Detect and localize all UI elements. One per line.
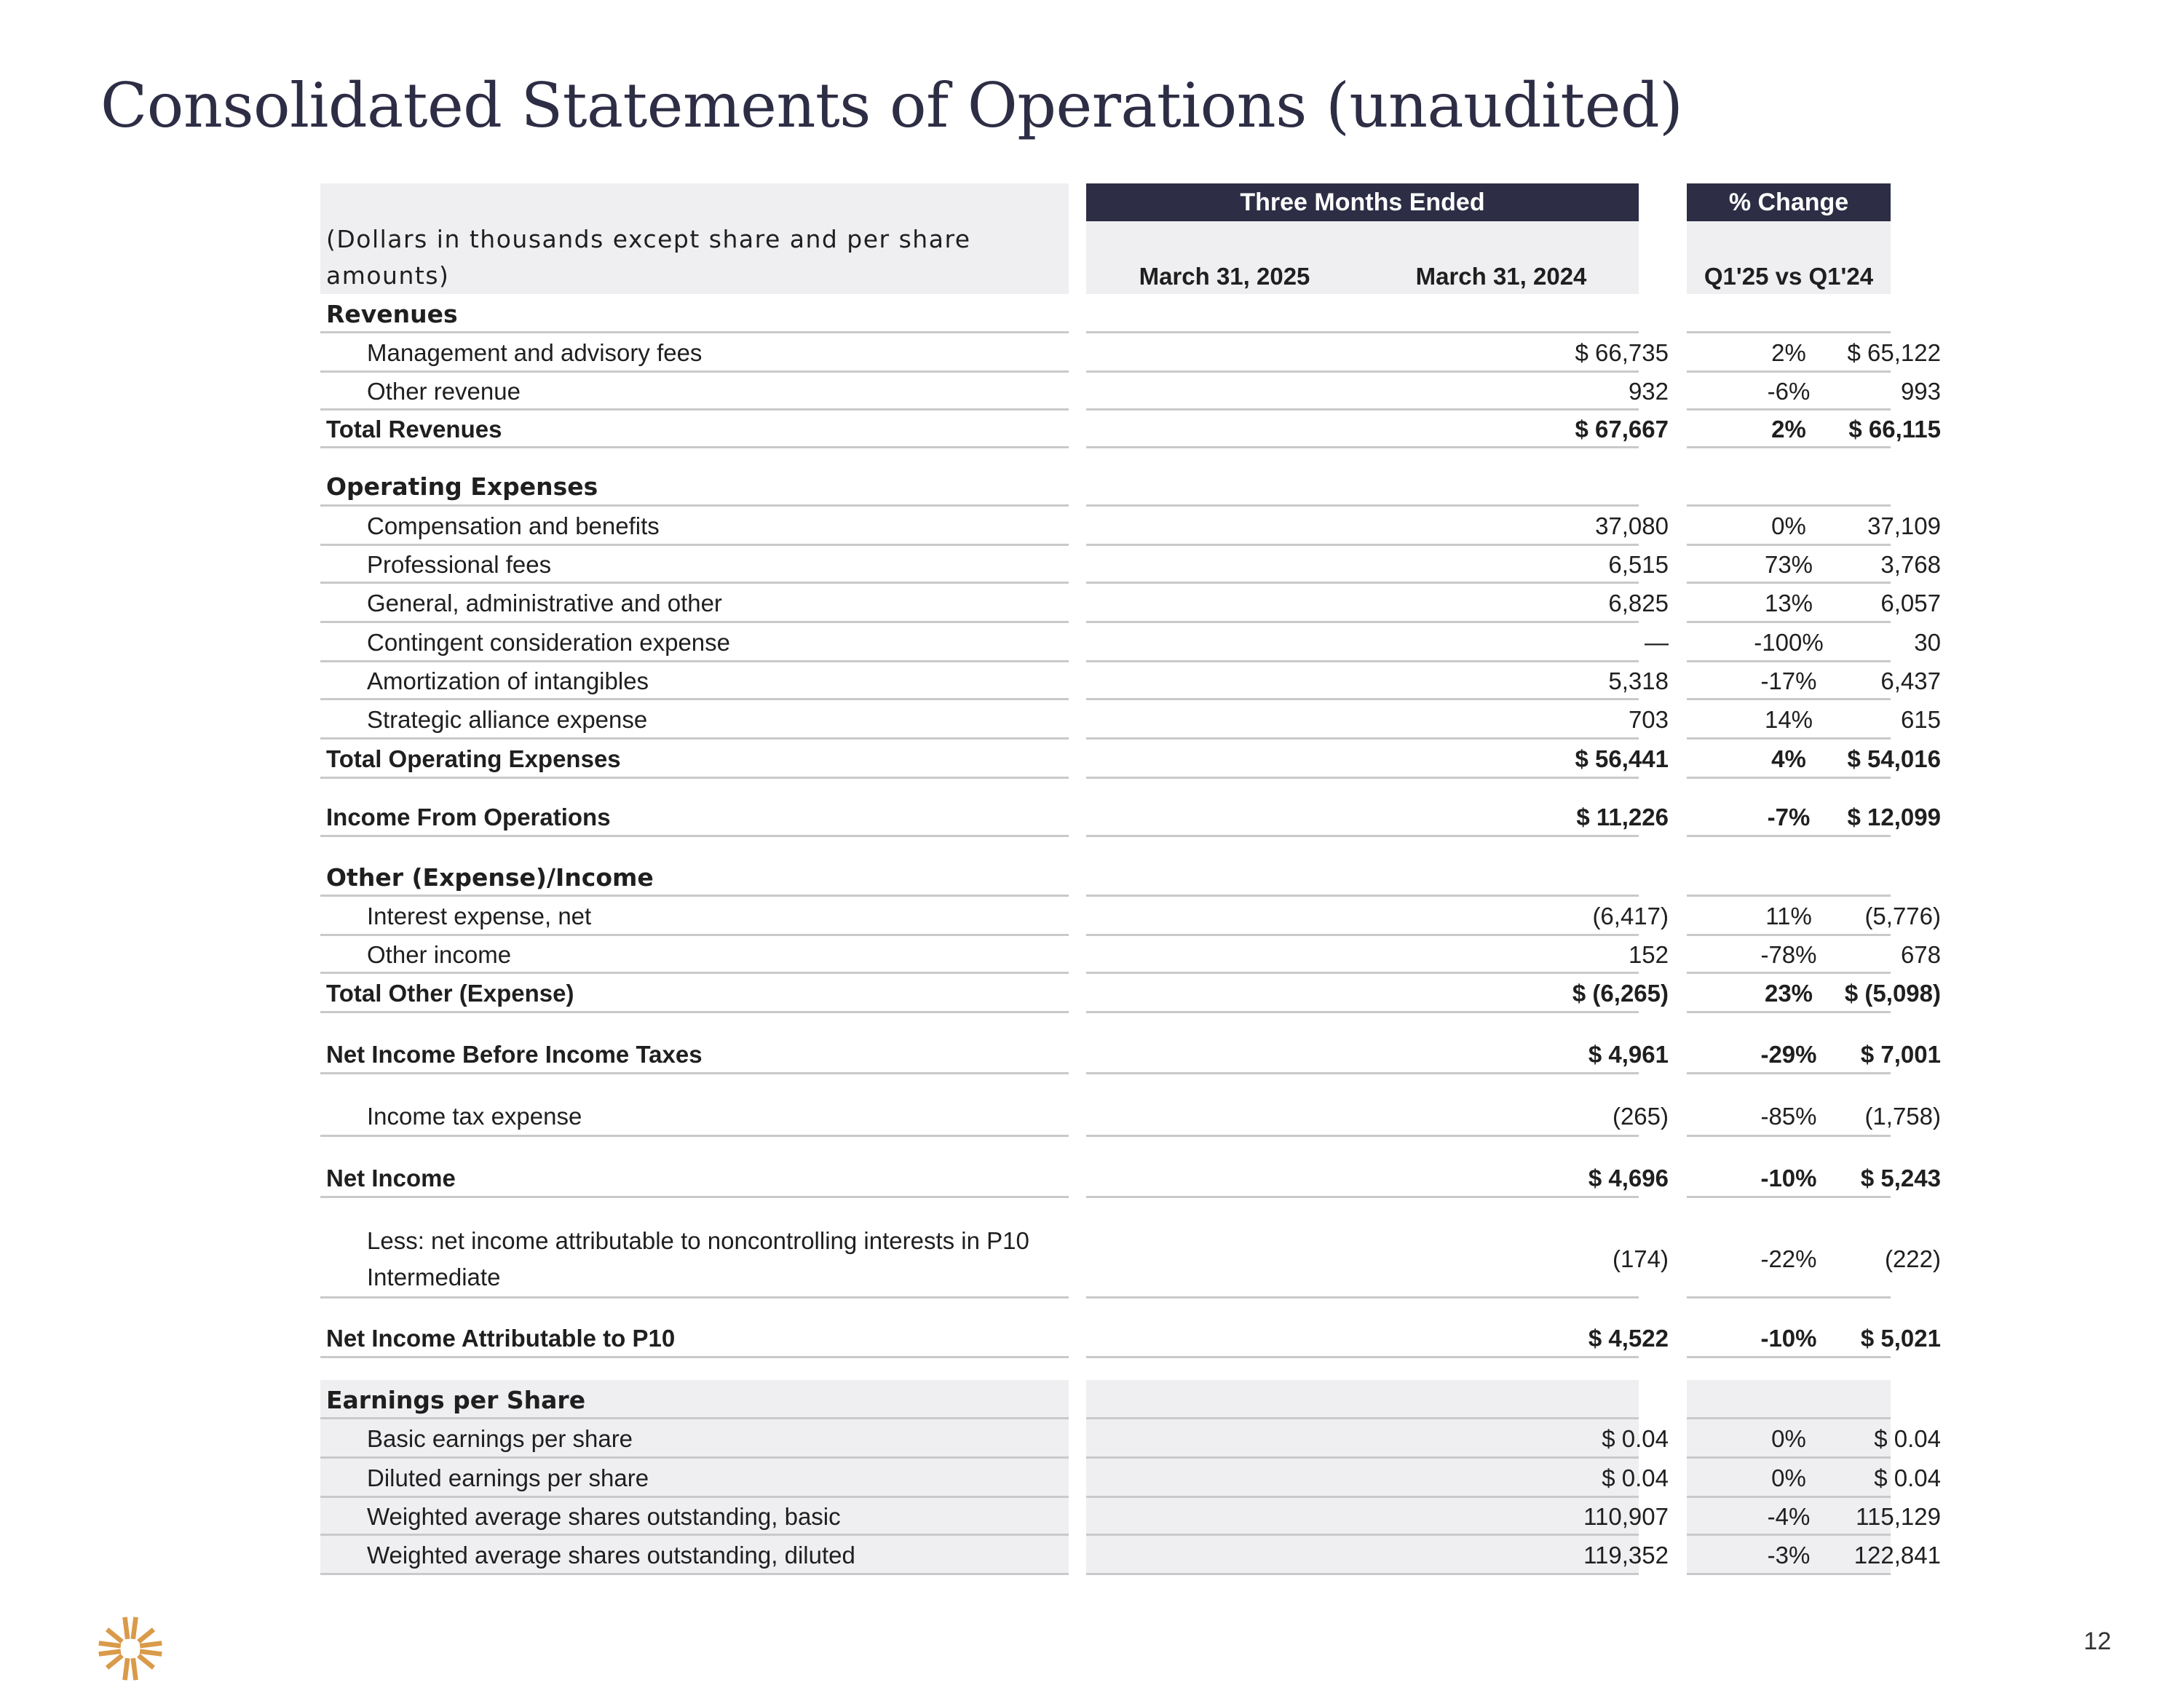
percent-change: -7% <box>1767 804 1811 830</box>
table-row <box>320 662 1941 700</box>
value-march-2025: 932 <box>1628 378 1669 405</box>
value-march-2024: (222) <box>1884 1245 1941 1272</box>
value-march-2025: 37,080 <box>1595 512 1669 539</box>
row-label: Net Income Attributable to P10 <box>326 1325 676 1352</box>
row-label: Contingent consideration expense <box>367 629 731 656</box>
value-march-2025: $ 66,735 <box>1575 339 1669 366</box>
row-label: Revenues <box>326 299 458 328</box>
table-row <box>320 1220 1941 1299</box>
value-march-2024: 615 <box>1900 706 1941 733</box>
value-march-2025: 110,907 <box>1583 1503 1669 1530</box>
value-march-2025: $ 11,226 <box>1576 804 1669 830</box>
percent-change: 73% <box>1764 551 1813 578</box>
table-row <box>320 294 1891 333</box>
table-row <box>320 466 1891 507</box>
row-label: Less: net income attributable to noncontrolling interests in P10 Intermediate <box>367 1227 1029 1290</box>
value-march-2024: 30 <box>1914 629 1941 656</box>
percent-change: -10% <box>1760 1325 1817 1352</box>
value-march-2024: $ 66,115 <box>1848 416 1941 443</box>
table-row <box>320 1319 1941 1358</box>
row-label: Net Income Before Income Taxes <box>326 1041 703 1068</box>
table-row <box>320 798 1941 837</box>
percent-change: -4% <box>1767 1503 1811 1530</box>
percent-change: 2% <box>1771 416 1806 443</box>
value-march-2024: 3,768 <box>1880 551 1941 578</box>
value-march-2024: 6,437 <box>1880 667 1941 694</box>
percent-change: -3% <box>1767 1542 1811 1569</box>
row-label: Compensation and benefits <box>367 512 660 539</box>
sunburst-logo-icon <box>96 1614 165 1683</box>
table-row <box>320 740 1941 779</box>
value-march-2024: $ 54,016 <box>1847 745 1941 772</box>
row-label: Earnings per Share <box>326 1385 586 1414</box>
row-label: Total Revenues <box>326 416 502 443</box>
table-row <box>320 507 1941 546</box>
row-label: Interest expense, net <box>367 903 592 929</box>
table-row <box>320 700 1941 740</box>
table-row <box>320 1096 1941 1137</box>
row-label: Income From Operations <box>326 804 611 830</box>
value-march-2025: $ 56,441 <box>1575 745 1669 772</box>
value-march-2025: (6,417) <box>1592 903 1669 929</box>
percent-change <box>1687 466 1891 507</box>
table-row <box>320 1498 1941 1536</box>
row-label: Professional fees <box>367 551 552 578</box>
value-march-2024: $ 5,021 <box>1860 1325 1941 1352</box>
table-row <box>320 333 1941 373</box>
percent-change: 0% <box>1771 1425 1806 1452</box>
header-col-march-2025: March 31, 2025 <box>1139 263 1310 290</box>
value-march-2024: $ 7,001 <box>1860 1041 1941 1068</box>
table-row <box>320 1380 1891 1419</box>
percent-change: 2% <box>1771 339 1806 366</box>
percent-change: -85% <box>1760 1103 1817 1130</box>
percent-change: -29% <box>1760 1041 1817 1068</box>
row-label: Income tax expense <box>367 1103 582 1130</box>
value-march-2024: $ 12,099 <box>1847 804 1941 830</box>
row-label: Operating Expenses <box>326 472 598 501</box>
row-label: Other revenue <box>367 378 521 405</box>
percent-change: 0% <box>1771 512 1806 539</box>
value-march-2025: $ 0.04 <box>1602 1464 1669 1491</box>
percent-change: -78% <box>1760 941 1817 968</box>
percent-change <box>1687 857 1891 897</box>
value-march-2025: (265) <box>1612 1103 1669 1130</box>
row-label: Basic earnings per share <box>367 1425 633 1452</box>
percent-change <box>1687 294 1891 333</box>
value-march-2024: (5,776) <box>1864 903 1941 929</box>
table-row <box>320 857 1891 897</box>
percent-change: -17% <box>1760 667 1817 694</box>
row-label: Management and advisory fees <box>367 339 703 366</box>
value-march-2025: (174) <box>1612 1245 1669 1272</box>
table-row <box>320 1035 1941 1074</box>
header-col-q1-change: Q1'25 vs Q1'24 <box>1704 263 1874 290</box>
table-row <box>320 546 1941 584</box>
value-march-2024: $ 0.04 <box>1874 1425 1941 1452</box>
header-col-march-2024: March 31, 2024 <box>1415 263 1587 290</box>
value-march-2024: 122,841 <box>1853 1542 1941 1569</box>
table-row <box>320 936 1941 974</box>
row-label: Weighted average shares outstanding, basic <box>367 1503 841 1530</box>
table-row <box>320 373 1941 411</box>
percent-change: 11% <box>1765 903 1812 929</box>
row-label: Other income <box>367 941 512 968</box>
value-march-2025: $ (6,265) <box>1572 980 1669 1007</box>
percent-change: -10% <box>1760 1165 1817 1192</box>
row-label: General, administrative and other <box>367 590 722 616</box>
value-march-2025: 5,318 <box>1608 667 1669 694</box>
row-label: Weighted average shares outstanding, diluted <box>367 1542 855 1569</box>
header-three-months-ended: Three Months Ended <box>1086 183 1639 221</box>
value-march-2024: 6,057 <box>1880 590 1941 616</box>
value-march-2025: 6,825 <box>1608 590 1669 616</box>
table-row <box>320 1536 1941 1575</box>
percent-change: 23% <box>1764 980 1813 1007</box>
percent-change: 4% <box>1771 745 1806 772</box>
row-label: Total Other (Expense) <box>326 980 574 1007</box>
percent-change <box>1687 1380 1891 1419</box>
table-row <box>320 411 1941 448</box>
table-row <box>320 1459 1941 1498</box>
table-row <box>320 623 1941 662</box>
value-march-2025: — <box>1645 629 1669 656</box>
row-label: Diluted earnings per share <box>367 1464 649 1491</box>
table-row <box>320 1419 1941 1459</box>
value-march-2025: 6,515 <box>1608 551 1669 578</box>
page-title: Consolidated Statements of Operations (unaudited) <box>100 70 1683 141</box>
value-march-2024: $ 5,243 <box>1860 1165 1941 1192</box>
row-label: Amortization of intangibles <box>367 667 649 694</box>
percent-change: 0% <box>1771 1464 1806 1491</box>
value-march-2024: 993 <box>1900 378 1941 405</box>
value-march-2024: $ 65,122 <box>1847 339 1941 366</box>
percent-change: 14% <box>1764 706 1813 733</box>
value-march-2025: 119,352 <box>1583 1542 1669 1569</box>
value-march-2024: $ (5,098) <box>1844 980 1941 1007</box>
percent-change: -6% <box>1767 378 1811 405</box>
table-row <box>320 974 1941 1013</box>
value-march-2024: (1,758) <box>1864 1103 1941 1130</box>
value-march-2025: 703 <box>1628 706 1669 733</box>
value-march-2025: $ 67,667 <box>1575 416 1669 443</box>
row-label: Other (Expense)/Income <box>326 863 654 892</box>
value-march-2024: $ 0.04 <box>1874 1464 1941 1491</box>
header-units-note: (Dollars in thousands except share and per share amounts) <box>326 225 971 290</box>
percent-change: -100% <box>1754 629 1824 656</box>
percent-change: -22% <box>1760 1245 1817 1272</box>
page-number: 12 <box>2084 1627 2111 1655</box>
row-label: Strategic alliance expense <box>367 706 648 733</box>
table-row <box>320 584 1941 623</box>
value-march-2025: $ 4,522 <box>1588 1325 1669 1352</box>
percent-change: 13% <box>1764 590 1813 616</box>
value-march-2024: 37,109 <box>1867 512 1941 539</box>
value-march-2024: 678 <box>1900 941 1941 968</box>
header-percent-change: % Change <box>1687 183 1891 221</box>
table-row <box>320 1159 1941 1198</box>
value-march-2025: 152 <box>1628 941 1669 968</box>
row-label: Net Income <box>326 1165 456 1192</box>
value-march-2024: 115,129 <box>1856 1503 1941 1530</box>
value-march-2025: $ 4,961 <box>1588 1041 1669 1068</box>
row-label: Total Operating Expenses <box>326 745 621 772</box>
value-march-2025: $ 0.04 <box>1602 1425 1669 1452</box>
value-march-2025: $ 4,696 <box>1588 1165 1669 1192</box>
table-row <box>320 897 1941 936</box>
